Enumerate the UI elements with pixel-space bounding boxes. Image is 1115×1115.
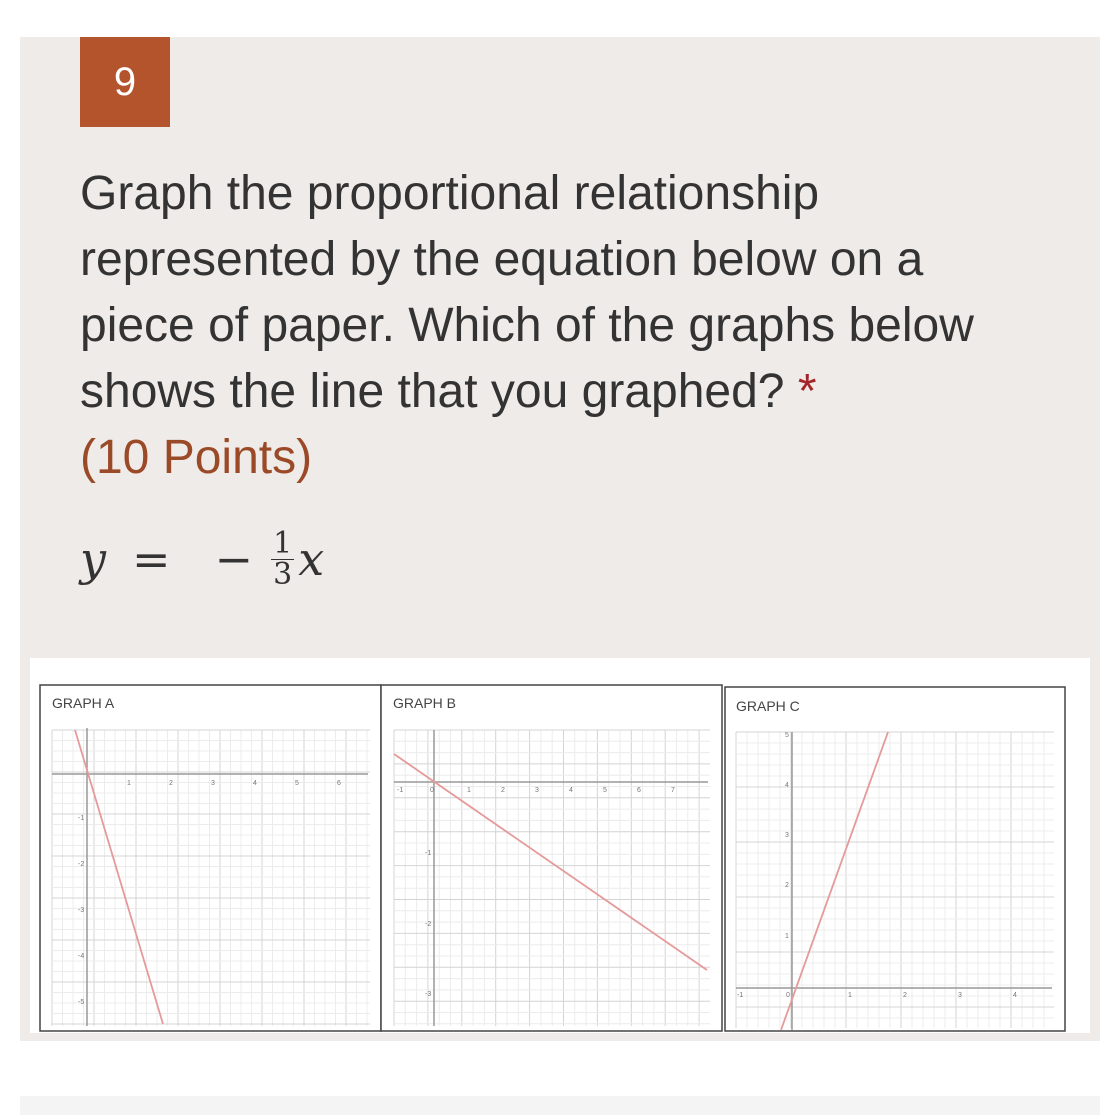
- graph-c-xtick: 0: [786, 992, 790, 999]
- graph-c-xtick: -1: [737, 992, 744, 999]
- graph-a-xtick: 2: [169, 780, 173, 787]
- graph-b-ytick: -3: [425, 991, 432, 998]
- graph-b-xtick: -1: [397, 787, 404, 794]
- graph-b-xtick: 1: [467, 787, 471, 794]
- graph-c-ytick: 5: [785, 732, 789, 739]
- graph-a-xtick: 5: [295, 780, 299, 787]
- graph-a-ytick: -1: [78, 815, 85, 822]
- graph-a-ytick: -5: [78, 999, 85, 1006]
- equation-sign: −: [214, 532, 254, 586]
- equation: [80, 519, 324, 599]
- next-question-strip: [20, 1096, 1100, 1115]
- graph-a-ytick: -4: [78, 953, 85, 960]
- graph-b-xtick: 4: [569, 787, 573, 794]
- graphs-figure: [30, 658, 1090, 1033]
- graph-b-xtick: 5: [603, 787, 607, 794]
- graph-b-xtick: 2: [501, 787, 505, 794]
- graph-c-ytick: 2: [785, 882, 789, 889]
- graph-a-title: GRAPH A: [52, 695, 115, 711]
- graph-a-frame: [40, 685, 381, 1031]
- graph-a-xtick: 1: [127, 780, 131, 787]
- graph-c: [725, 687, 1065, 1031]
- graph-a-xtick: 3: [211, 780, 215, 787]
- fraction-denominator: 3: [273, 556, 293, 592]
- graph-b-xtick: 3: [535, 787, 539, 794]
- equation-variable: x: [298, 532, 325, 586]
- graph-b: [381, 685, 722, 1031]
- graph-c-title: GRAPH C: [736, 698, 800, 714]
- required-asterisk: *: [797, 365, 817, 418]
- graph-b-ytick: -1: [425, 850, 432, 857]
- graph-c-xtick: 3: [958, 992, 962, 999]
- graph-b-title: GRAPH B: [393, 695, 457, 711]
- equation-fraction: [271, 525, 294, 592]
- graph-c-ytick: 3: [785, 832, 789, 839]
- graph-c-xtick: 4: [1013, 992, 1017, 999]
- question-text: Graph the proportional relationship represented by the equation below on a piece of paper. Which of the graphs below shows the line that you graphed?: [80, 167, 974, 418]
- equation-lhs: y: [80, 532, 106, 586]
- question-text-block: [80, 161, 1040, 491]
- graph-c-ytick: 1: [785, 933, 789, 940]
- question-points: (10 Points): [80, 431, 313, 484]
- graph-c-xtick: 1: [848, 992, 852, 999]
- graph-a: [40, 685, 381, 1031]
- graph-c-xtick: 2: [903, 992, 907, 999]
- graph-a-xtick: 6: [337, 780, 341, 787]
- graphs-image: [30, 658, 1090, 1033]
- graph-a-xtick: 4: [253, 780, 257, 787]
- graph-c-frame: [725, 687, 1065, 1031]
- graph-b-ytick: -2: [425, 921, 432, 928]
- question-card: [20, 37, 1100, 1041]
- question-number-badge: 9: [80, 37, 170, 127]
- graph-b-xtick: 6: [637, 787, 641, 794]
- graph-a-ytick: -2: [78, 861, 85, 868]
- fraction-numerator: 1: [273, 525, 293, 561]
- graph-c-ytick: 4: [785, 782, 789, 789]
- graph-a-ytick: -3: [78, 907, 85, 914]
- graph-b-xtick: 0: [430, 787, 434, 794]
- equation-equals: =: [132, 532, 171, 586]
- graph-b-xtick: 7: [671, 787, 675, 794]
